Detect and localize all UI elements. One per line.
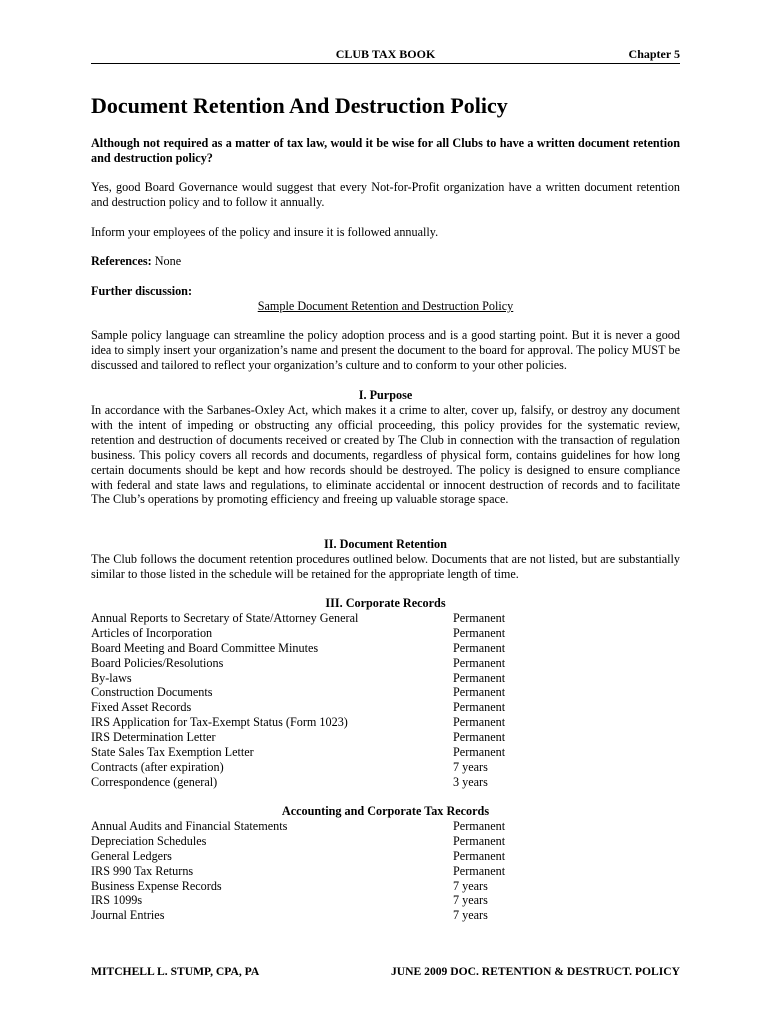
sample-policy-link-line	[91, 299, 680, 314]
record-name: Board Meeting and Board Committee Minutes	[91, 640, 319, 655]
retention-period: Permanent	[453, 655, 506, 670]
header-book-title: CLUB TAX BOOK	[335, 47, 436, 61]
retention-period: Permanent	[453, 625, 506, 640]
record-name: Construction Documents	[91, 685, 213, 700]
table-row	[91, 819, 680, 834]
table-row	[91, 864, 680, 879]
table-row	[91, 908, 680, 923]
footer-author: MITCHELL L. STUMP, CPA, PA	[91, 965, 260, 978]
retention-period: Permanent	[453, 833, 506, 848]
record-name: Business Expense Records	[91, 878, 222, 893]
purpose-paragraph: In accordance with the Sarbanes-Oxley Act, which makes it a crime to alter, cover up, falsify, or destroy any document with the intent of impeding or obstructing any official proceeding, this policy provides for the systematic review, retention and destruction of documents received or created by The Club in connection with the transaction of regulation business. This policy covers all records and documents, regardless of physical form, contains guidelines for how long certain documents should be kept and how records should be destroyed. The policy is designed to ensure compliance with federal and state laws and regulations, to eliminate accidental or innocent destruction of records and to facilitate The Club’s operations by promoting efficiency and freeing up valuable storage space.	[91, 403, 680, 507]
running-header	[91, 47, 680, 64]
page-title: Document Retention And Destruction Policy	[91, 93, 508, 118]
footer-date-title: JUNE 2009 DOC. RETENTION & DESTRUCT. POLICY	[390, 965, 680, 978]
table-row	[91, 849, 680, 864]
header-chapter: Chapter 5	[628, 47, 680, 61]
record-name: Depreciation Schedules	[91, 833, 207, 848]
record-name: IRS 990 Tax Returns	[91, 863, 194, 878]
record-name: Board Policies/Resolutions	[91, 655, 224, 670]
table-row	[91, 685, 680, 700]
record-name: IRS Determination Letter	[91, 730, 216, 745]
table-row	[91, 700, 680, 715]
references-label: References:	[91, 254, 152, 268]
record-name: Fixed Asset Records	[91, 700, 192, 715]
retention-period: Permanent	[453, 685, 506, 700]
record-name: Journal Entries	[91, 908, 165, 923]
retention-paragraph: The Club follows the document retention procedures outlined below. Documents that are not listed, but are substantially similar to those listed in the schedule will be retained for the appropriate length of time.	[91, 552, 680, 581]
accounting-records-table	[91, 819, 680, 923]
record-name: IRS Application for Tax-Exempt Status (Form 1023)	[91, 715, 348, 730]
record-name: Annual Reports to Secretary of State/Attorney General	[91, 611, 359, 625]
table-row	[91, 775, 680, 790]
accounting-records-heading: Accounting and Corporate Tax Records	[281, 804, 490, 818]
retention-period: 7 years	[453, 893, 488, 908]
retention-period: Permanent	[453, 848, 506, 863]
record-name: General Ledgers	[91, 848, 172, 863]
table-row	[91, 671, 680, 686]
corporate-records-heading: III. Corporate Records	[325, 596, 446, 610]
retention-period: Permanent	[453, 640, 506, 655]
retention-period: Permanent	[453, 863, 506, 878]
references-value: None	[154, 254, 182, 268]
table-row	[91, 626, 680, 641]
record-name: Annual Audits and Financial Statements	[91, 819, 288, 833]
retention-period: Permanent	[453, 670, 506, 685]
retention-period: 7 years	[453, 908, 488, 923]
retention-period: Permanent	[453, 745, 506, 760]
record-name: Contracts (after expiration)	[91, 759, 224, 774]
table-row	[91, 641, 680, 656]
table-row	[91, 834, 680, 849]
sample-policy-link[interactable]: Sample Document Retention and Destruction Policy	[257, 299, 514, 313]
retention-period: Permanent	[453, 715, 506, 730]
record-name: Articles of Incorporation	[91, 625, 213, 640]
table-row	[91, 879, 680, 894]
retention-period: 3 years	[453, 774, 488, 789]
retention-period: 7 years	[453, 759, 488, 774]
record-name: State Sales Tax Exemption Letter	[91, 745, 254, 760]
inform-text: Inform your employees of the policy and insure it is followed annually.	[91, 225, 439, 239]
references-line	[91, 254, 680, 269]
record-name: Correspondence (general)	[91, 774, 218, 789]
corporate-records-table	[91, 611, 680, 790]
table-row	[91, 730, 680, 745]
retention-heading: II. Document Retention	[324, 537, 447, 551]
retention-period: 7 years	[453, 878, 488, 893]
record-name: By-laws	[91, 670, 132, 685]
table-row	[91, 611, 680, 626]
retention-period: Permanent	[453, 730, 506, 745]
further-discussion-label: Further discussion:	[91, 284, 193, 298]
retention-period: Permanent	[453, 819, 506, 833]
table-row	[91, 656, 680, 671]
table-row	[91, 893, 680, 908]
record-name: IRS 1099s	[91, 893, 143, 908]
intro-paragraph: Sample policy language can streamline the policy adoption process and is a good starting point. But it is never a good idea to simply insert your organization’s name and present the document to the board for approval. The policy MUST be discussed and tailored to reflect your organization’s culture and to conform to your other policies.	[91, 328, 680, 372]
retention-period: Permanent	[453, 700, 506, 715]
purpose-heading: I. Purpose	[358, 388, 413, 402]
question-text: Although not required as a matter of tax law, would it be wise for all Clubs to have a written document retention and destruction policy?	[91, 136, 680, 165]
table-row	[91, 760, 680, 775]
retention-period: Permanent	[453, 611, 506, 625]
table-row	[91, 715, 680, 730]
table-row	[91, 745, 680, 760]
answer-text: Yes, good Board Governance would suggest that every Not-for-Profit organization have a written document retention and destruction policy and to follow it annually.	[91, 180, 680, 209]
